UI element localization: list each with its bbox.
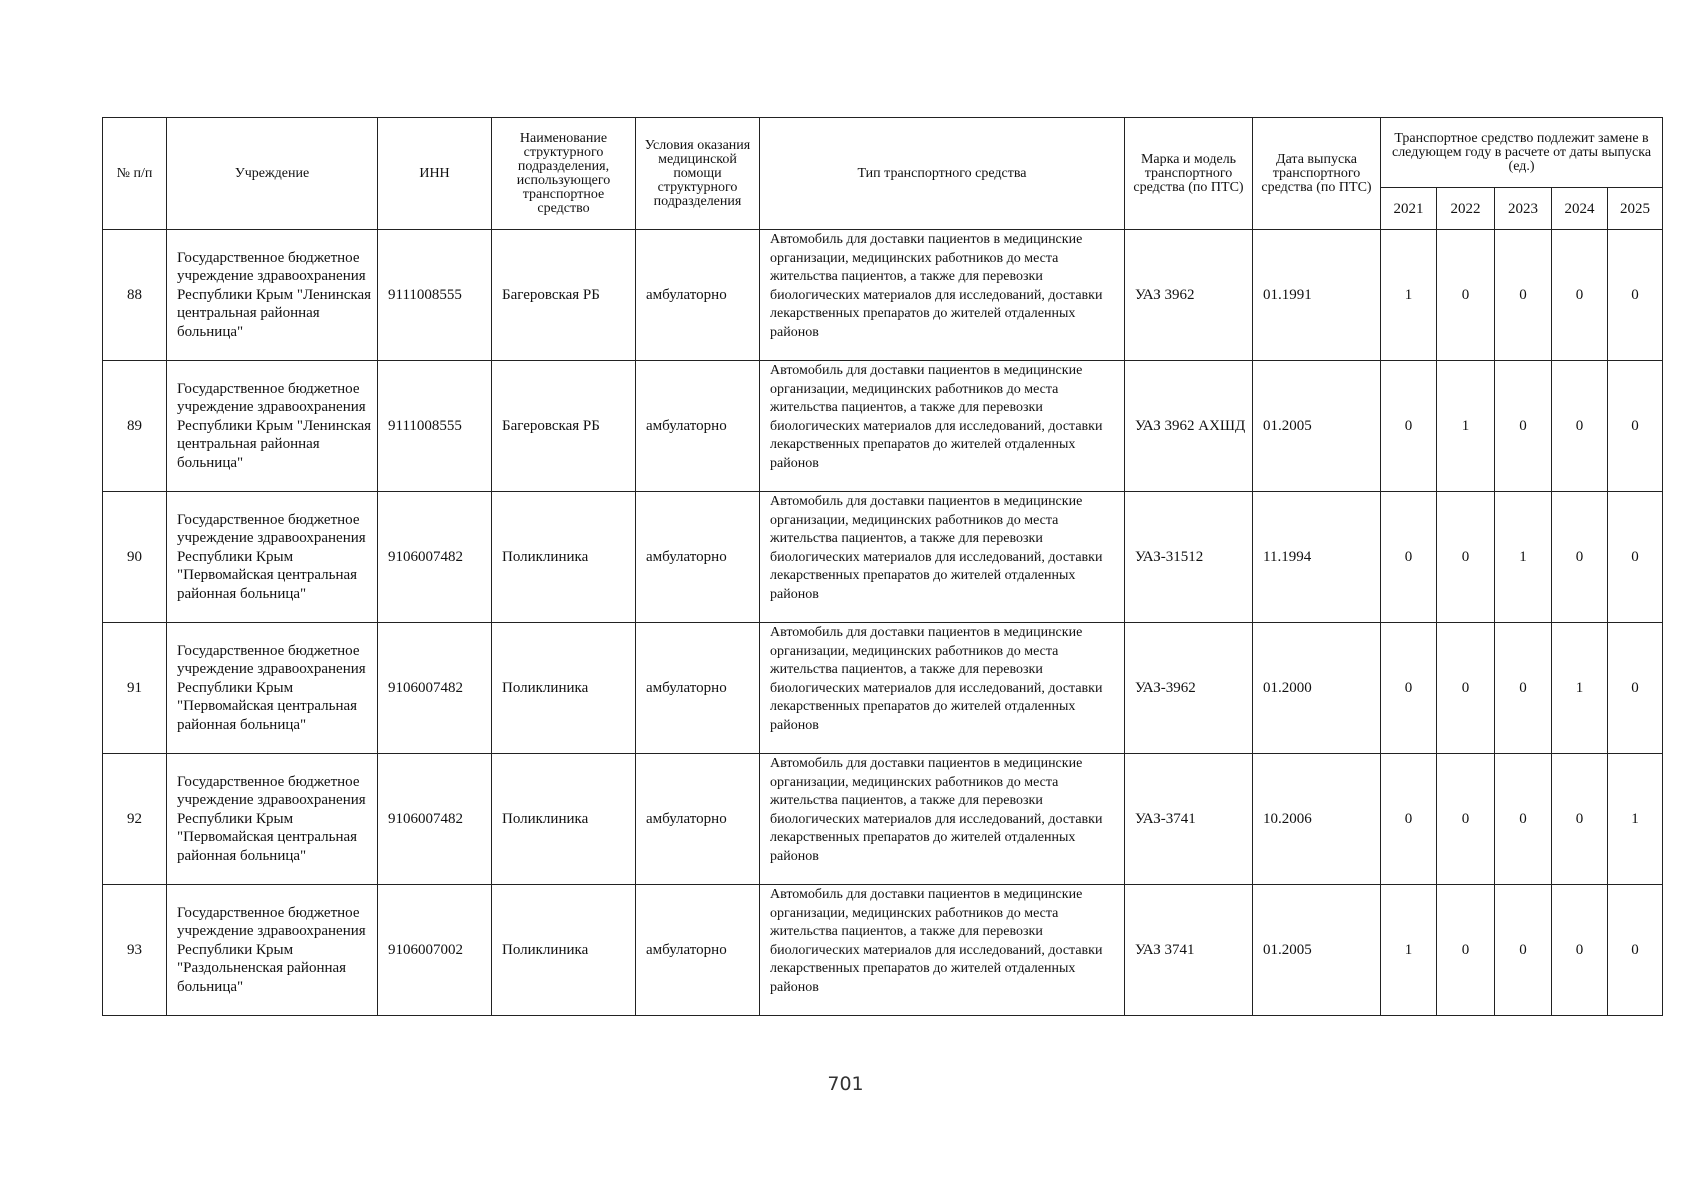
- cell-num: 93: [103, 885, 167, 1016]
- cell-conditions: амбулаторно: [636, 492, 760, 623]
- header-model: Марка и модель транспортного средства (по ПТС): [1125, 118, 1253, 230]
- table-row: [103, 885, 1663, 1016]
- cell-year-2022: 0: [1437, 623, 1495, 754]
- cell-model: УАЗ-3962: [1125, 623, 1253, 754]
- cell-year-2022: 0: [1437, 230, 1495, 361]
- cell-conditions: амбулаторно: [636, 754, 760, 885]
- vehicle-table: [102, 117, 1663, 1016]
- cell-institution: Государственное бюджетное учреждение здравоохранения Республики Крым "Первомайская центральная районная больница": [167, 492, 378, 623]
- cell-year-2021: 0: [1381, 492, 1437, 623]
- cell-num: 92: [103, 754, 167, 885]
- table-row: [103, 361, 1663, 492]
- cell-year-2024: 0: [1552, 361, 1608, 492]
- cell-year-2024: 0: [1552, 754, 1608, 885]
- cell-year-2024: 0: [1552, 492, 1608, 623]
- cell-unit: Поликлиника: [492, 754, 636, 885]
- cell-year-2022: 1: [1437, 361, 1495, 492]
- cell-num: 90: [103, 492, 167, 623]
- cell-inn: 9106007482: [378, 754, 492, 885]
- header-replacement: Транспортное средство подлежит замене в следующем году в расчете от даты выпуска (ед.): [1381, 118, 1663, 188]
- cell-vehicle-type: Автомобиль для доставки пациентов в медицинские организации, медицинских работников до места жительства пациентов, а также для перевозки биологических материалов для исследований, доставки лекарственных препаратов до жителей отдаленных районов: [760, 230, 1125, 361]
- cell-year-2022: 0: [1437, 885, 1495, 1016]
- cell-year-2025: 0: [1608, 885, 1663, 1016]
- cell-year-2021: 0: [1381, 361, 1437, 492]
- table-body: [103, 230, 1663, 1016]
- header-year: 2021: [1381, 188, 1437, 230]
- cell-unit: Поликлиника: [492, 885, 636, 1016]
- cell-unit: Поликлиника: [492, 492, 636, 623]
- cell-year-2024: 1: [1552, 623, 1608, 754]
- cell-release-date: 01.2005: [1253, 885, 1381, 1016]
- cell-inn: 9106007482: [378, 492, 492, 623]
- cell-year-2024: 0: [1552, 230, 1608, 361]
- cell-conditions: амбулаторно: [636, 623, 760, 754]
- cell-year-2025: 0: [1608, 230, 1663, 361]
- cell-institution: Государственное бюджетное учреждение здравоохранения Республики Крым "Ленинская центральная районная больница": [167, 361, 378, 492]
- cell-inn: 9111008555: [378, 230, 492, 361]
- cell-unit: Поликлиника: [492, 623, 636, 754]
- cell-institution: Государственное бюджетное учреждение здравоохранения Республики Крым "Раздольненская районная больница": [167, 885, 378, 1016]
- cell-year-2022: 0: [1437, 492, 1495, 623]
- cell-year-2021: 0: [1381, 754, 1437, 885]
- cell-year-2024: 0: [1552, 885, 1608, 1016]
- table-row: [103, 623, 1663, 754]
- header-year: 2024: [1552, 188, 1608, 230]
- cell-institution: Государственное бюджетное учреждение здравоохранения Республики Крым "Первомайская центральная районная больница": [167, 754, 378, 885]
- cell-institution: Государственное бюджетное учреждение здравоохранения Республики Крым "Ленинская центральная районная больница": [167, 230, 378, 361]
- cell-inn: 9111008555: [378, 361, 492, 492]
- cell-year-2025: 1: [1608, 754, 1663, 885]
- header-year: 2025: [1608, 188, 1663, 230]
- cell-vehicle-type: Автомобиль для доставки пациентов в медицинские организации, медицинских работников до места жительства пациентов, а также для перевозки биологических материалов для исследований, доставки лекарственных препаратов до жителей отдаленных районов: [760, 754, 1125, 885]
- table-row: [103, 492, 1663, 623]
- cell-model: УАЗ-31512: [1125, 492, 1253, 623]
- header-year: 2022: [1437, 188, 1495, 230]
- cell-year-2021: 0: [1381, 623, 1437, 754]
- cell-inn: 9106007482: [378, 623, 492, 754]
- cell-vehicle-type: Автомобиль для доставки пациентов в медицинские организации, медицинских работников до места жительства пациентов, а также для перевозки биологических материалов для исследований, доставки лекарственных препаратов до жителей отдаленных районов: [760, 885, 1125, 1016]
- cell-conditions: амбулаторно: [636, 361, 760, 492]
- cell-year-2025: 0: [1608, 492, 1663, 623]
- header-num: № п/п: [103, 118, 167, 230]
- cell-num: 91: [103, 623, 167, 754]
- cell-release-date: 11.1994: [1253, 492, 1381, 623]
- cell-release-date: 10.2006: [1253, 754, 1381, 885]
- cell-year-2021: 1: [1381, 230, 1437, 361]
- cell-num: 88: [103, 230, 167, 361]
- table-row: [103, 230, 1663, 361]
- cell-year-2023: 0: [1495, 361, 1552, 492]
- cell-institution: Государственное бюджетное учреждение здравоохранения Республики Крым "Первомайская центральная районная больница": [167, 623, 378, 754]
- header-year: 2023: [1495, 188, 1552, 230]
- cell-model: УАЗ-3741: [1125, 754, 1253, 885]
- cell-vehicle-type: Автомобиль для доставки пациентов в медицинские организации, медицинских работников до места жительства пациентов, а также для перевозки биологических материалов для исследований, доставки лекарственных препаратов до жителей отдаленных районов: [760, 623, 1125, 754]
- cell-vehicle-type: Автомобиль для доставки пациентов в медицинские организации, медицинских работников до места жительства пациентов, а также для перевозки биологических материалов для исследований, доставки лекарственных препаратов до жителей отдаленных районов: [760, 492, 1125, 623]
- cell-inn: 9106007002: [378, 885, 492, 1016]
- cell-num: 89: [103, 361, 167, 492]
- cell-unit: Багеровская РБ: [492, 361, 636, 492]
- cell-release-date: 01.2005: [1253, 361, 1381, 492]
- table-header: [103, 118, 1663, 230]
- cell-model: УАЗ 3962 АХШД: [1125, 361, 1253, 492]
- cell-year-2023: 0: [1495, 623, 1552, 754]
- cell-year-2021: 1: [1381, 885, 1437, 1016]
- cell-unit: Багеровская РБ: [492, 230, 636, 361]
- header-vehicle-type: Тип транспортного средства: [760, 118, 1125, 230]
- cell-year-2025: 0: [1608, 361, 1663, 492]
- cell-conditions: амбулаторно: [636, 230, 760, 361]
- cell-conditions: амбулаторно: [636, 885, 760, 1016]
- page-number: 701: [827, 1073, 864, 1095]
- header-conditions: Условия оказания медицинской помощи структурного подразделения: [636, 118, 760, 230]
- cell-release-date: 01.2000: [1253, 623, 1381, 754]
- cell-year-2023: 1: [1495, 492, 1552, 623]
- cell-year-2025: 0: [1608, 623, 1663, 754]
- cell-model: УАЗ 3741: [1125, 885, 1253, 1016]
- header-release-date: Дата выпуска транспортного средства (по ПТС): [1253, 118, 1381, 230]
- cell-release-date: 01.1991: [1253, 230, 1381, 361]
- cell-year-2022: 0: [1437, 754, 1495, 885]
- header-institution: Учреждение: [167, 118, 378, 230]
- cell-vehicle-type: Автомобиль для доставки пациентов в медицинские организации, медицинских работников до места жительства пациентов, а также для перевозки биологических материалов для исследований, доставки лекарственных препаратов до жителей отдаленных районов: [760, 361, 1125, 492]
- cell-model: УАЗ 3962: [1125, 230, 1253, 361]
- header-inn: ИНН: [378, 118, 492, 230]
- table-row: [103, 754, 1663, 885]
- cell-year-2023: 0: [1495, 885, 1552, 1016]
- header-unit: Наименование структурного подразделения, использующего транспортное средство: [492, 118, 636, 230]
- cell-year-2023: 0: [1495, 754, 1552, 885]
- cell-year-2023: 0: [1495, 230, 1552, 361]
